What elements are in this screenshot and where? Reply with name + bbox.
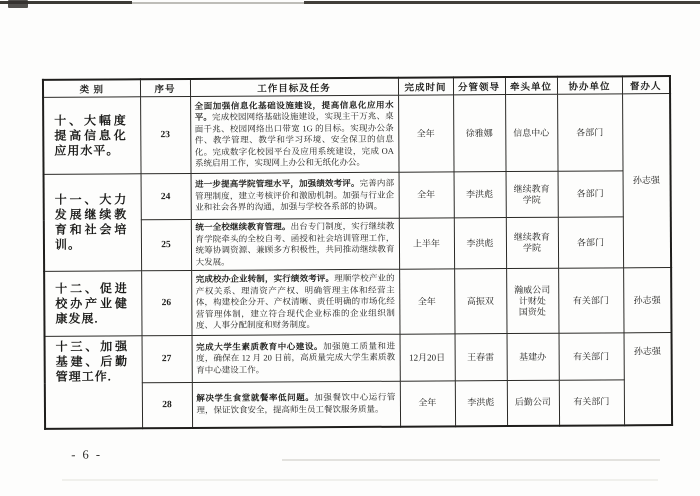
column-header-lead-unit: 牵头单位 (505, 77, 557, 95)
category-cell: 十二、促进校办产业健康发展. (44, 271, 141, 337)
supervisor-cell: 孙志强 (623, 268, 671, 333)
co-unit-cell: 有关部门 (559, 380, 624, 425)
column-header-number: 序号 (140, 79, 190, 97)
task-body-text: 理顺学校产业的产权关系、理清资产产权、明确管理主体和经营主体，构建校企分开、产权清晰、责任明确的市场化经营管理体制，建立符合现代企业标准的企业组织制度、人事分配制度和财务制度。 (195, 272, 395, 331)
serial-cell: 26 (141, 270, 191, 335)
task-cell (192, 334, 400, 382)
task-body-text: 完成校园网络基础设施建设，实现主干万兆、桌面千兆、校园网络出口带宽 1G 的目标。实现办公条件、教学管理、教学和学习环境、安全保卫的信息化。完成数字化校园平台及应用系统建设，完成 OA 系统启用工作，实现网上办公和无纸化办公。 (194, 110, 394, 168)
deadline-cell: 上半年 (399, 218, 454, 269)
leader-cell: 高振双 (454, 269, 506, 334)
serial-cell: 28 (142, 382, 192, 427)
co-unit-cell: 各部门 (558, 217, 623, 268)
column-header-tasks: 工作目标及任务 (190, 78, 398, 97)
task-lead-text: 解决学生食堂就餐率低问题。 (196, 392, 315, 404)
column-header-category: 类 别 (43, 79, 140, 97)
lead-unit-cell: 基建办 (507, 333, 559, 380)
table-row-26 (44, 268, 671, 337)
category-cell: 十三、加强基建、后勤管理工作. (45, 336, 143, 429)
table-row-27 (45, 333, 672, 384)
task-body-text: 出台专门制度，实行继续教育学院牵头的全校自考、函授和社会培训管理工作，统筹协调资源、兼顾多方积极性，共同推动继续教育大发展。 (195, 220, 395, 267)
task-cell (190, 95, 398, 173)
task-lead-text: 进一步提高学院管理水平，加强绩效考评。 (195, 178, 360, 190)
task-lead-text: 完成校办企业转制，实行绩效考评。 (195, 273, 335, 285)
task-body-text: 完善内部管理制度，建立考核评价和激励机制。加强与行业企业和社会各界的沟通，加强与学校各系部的协调。 (195, 177, 395, 213)
task-cell (192, 381, 400, 427)
column-header-supervisor: 督办人 (622, 76, 670, 94)
leader-cell: 李洪彪 (455, 381, 507, 426)
column-header-co-unit: 协办单位 (557, 76, 622, 94)
category-cell: 十一、大力发展继续教育和社会培训。 (44, 174, 142, 272)
lead-unit-cell: 继续教育 学院 (506, 171, 558, 217)
task-body-text: 加强施工质量和进度，确保在 12 月 20 日前，高质量完成大学生素质教育中心建设工作。 (196, 340, 396, 375)
task-cell (191, 269, 399, 335)
task-lead-text: 全面加强信息化基础设施建设，提高信息化应用水平。 (194, 99, 394, 122)
work-plan-table (42, 75, 673, 429)
supervisor-cell: 孙志强 (624, 333, 673, 425)
serial-cell: 24 (141, 173, 191, 219)
serial-cell: 27 (142, 335, 192, 382)
task-body-text: 加强餐饮中心运行管理，保证饮食安全，提高师生员工餐饮服务质量。 (196, 391, 396, 415)
lead-unit-cell: 继续教育 学院 (506, 217, 558, 268)
leader-cell: 王春雷 (455, 334, 507, 381)
task-cell (191, 218, 399, 270)
deadline-cell: 全年 (399, 269, 454, 334)
table-row-23 (43, 94, 670, 175)
lead-unit-cell: 信息中心 (505, 94, 557, 171)
task-lead-text: 统一全校继续教育管理。 (195, 221, 291, 232)
co-unit-cell: 有关部门 (559, 333, 624, 380)
leader-cell: 李洪彪 (454, 218, 506, 269)
co-unit-cell: 有关部门 (558, 268, 623, 333)
deadline-cell: 全年 (398, 95, 453, 172)
leader-cell: 李洪彪 (454, 172, 506, 218)
deadline-cell: 全年 (399, 172, 454, 218)
column-header-leader: 分管领导 (453, 77, 505, 95)
lead-unit-cell: 后勤公司 (507, 380, 559, 425)
page-number: - 6 - (71, 447, 103, 462)
task-cell (191, 172, 399, 219)
lead-unit-cell: 瀚威公司 计财处 国资处 (506, 268, 558, 333)
deadline-cell: 全年 (400, 381, 455, 426)
leader-cell: 徐雅娜 (453, 95, 505, 172)
serial-cell: 23 (140, 96, 190, 173)
table-row-24 (44, 171, 671, 221)
category-cell: 十、大幅度提高信息化应用水平。 (43, 97, 140, 175)
column-header-deadline: 完成时间 (398, 77, 453, 95)
co-unit-cell: 各部门 (557, 94, 622, 171)
task-lead-text: 完成大学生素质教育中心建设。 (196, 340, 324, 352)
co-unit-cell: 各部门 (558, 171, 623, 217)
serial-cell: 25 (141, 219, 191, 270)
deadline-cell: 12月20日 (400, 334, 455, 381)
supervisor-cell: 孙志强 (622, 94, 671, 268)
